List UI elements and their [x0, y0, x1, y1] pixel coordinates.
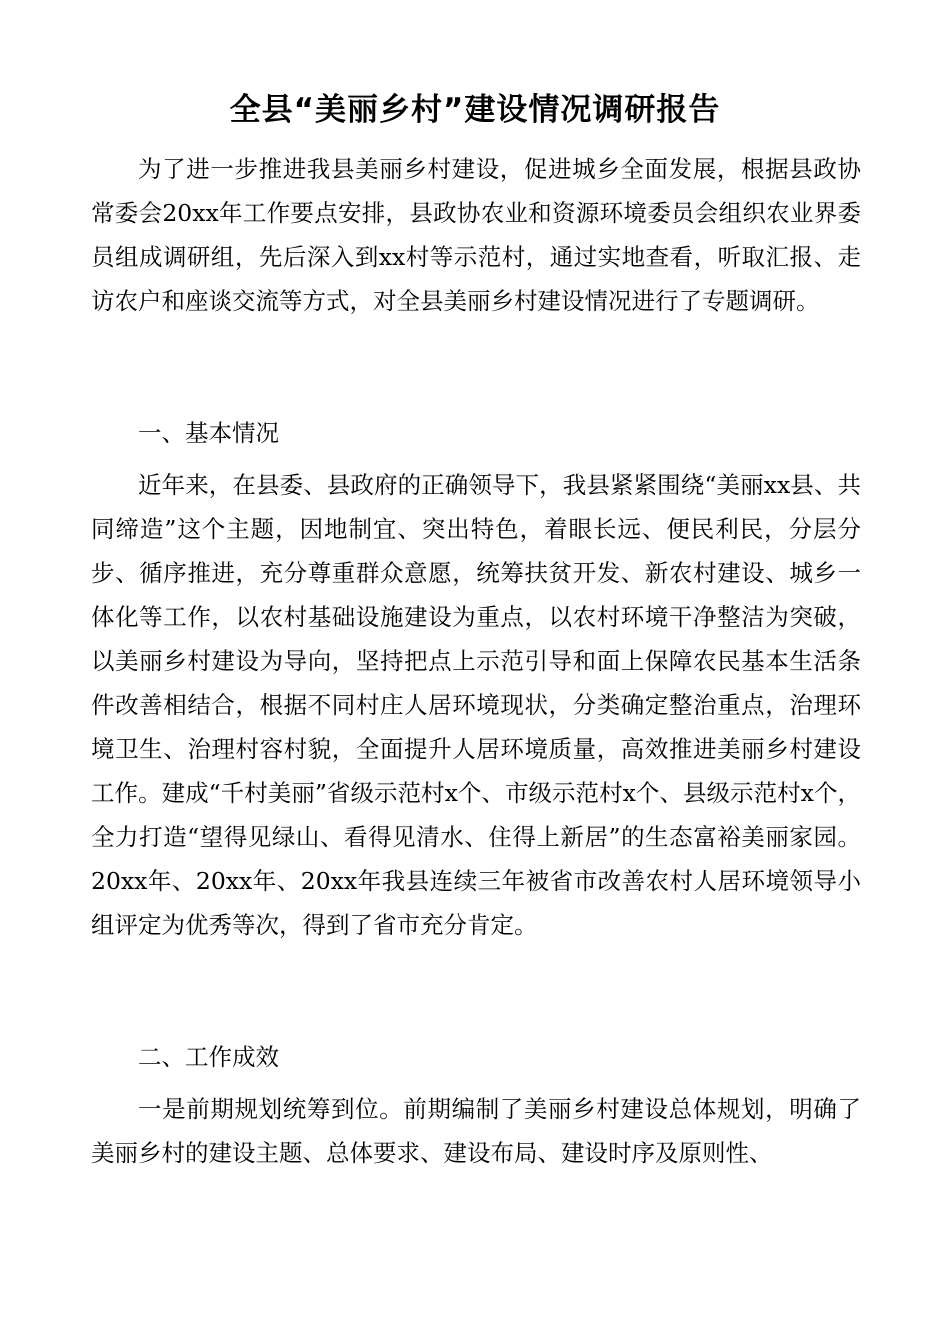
document-body — [91, 147, 861, 1219]
paragraph-intro: 为了进一步推进我县美丽乡村建设，促进城乡全面发展，根据县政协常委会20xx年工作要点安排，县政协农业和资源环境委员会组织农业界委员组成调研组，先后深入到xx村等示范村，通过实地查看，听取汇报、走访农户和座谈交流等方式，对全县美丽乡村建设情况进行了专题调研。 — [91, 155, 861, 315]
paragraph-work-results: 一是前期规划统筹到位。前期编制了美丽乡村建设总体规划，明确了美丽乡村的建设主题、总体要求、建设布局、建设时序及原则性、 — [91, 1095, 861, 1167]
heading-basic-situation: 一、基本情况 — [138, 419, 279, 447]
paragraph-basic-situation: 近年来，在县委、县政府的正确领导下，我县紧紧围绕“美丽xx县、共同缔造”这个主题，因地制宜、突出特色，着眼长远、便民利民，分层分步、循序推进，充分尊重群众意愿，统筹扶贫开发、新农村建设、城乡一体化等工作，以农村基础设施建设为重点，以农村环境干净整洁为突破，以美丽乡村建设为导向，坚持把点上示范引导和面上保障农民基本生活条件改善相结合，根据不同村庄人居环境现状，分类确定整治重点，治理环境卫生、治理村容村貌，全面提升人居环境质量，高效推进美丽乡村建设工作。建成“千村美丽”省级示范村x个、市级示范村x个、县级示范村x个，全力打造“望得见绿山、看得见清水、住得上新居”的生态富裕美丽家园。20xx年、20xx年、20xx年我县连续三年被省市改善农村人居环境领导小组评定为优秀等次，得到了省市充分肯定。 — [91, 471, 861, 939]
document-title: 全县“美丽乡村”建设情况调研报告 — [229, 92, 721, 128]
heading-work-results: 二、工作成效 — [138, 1043, 279, 1071]
